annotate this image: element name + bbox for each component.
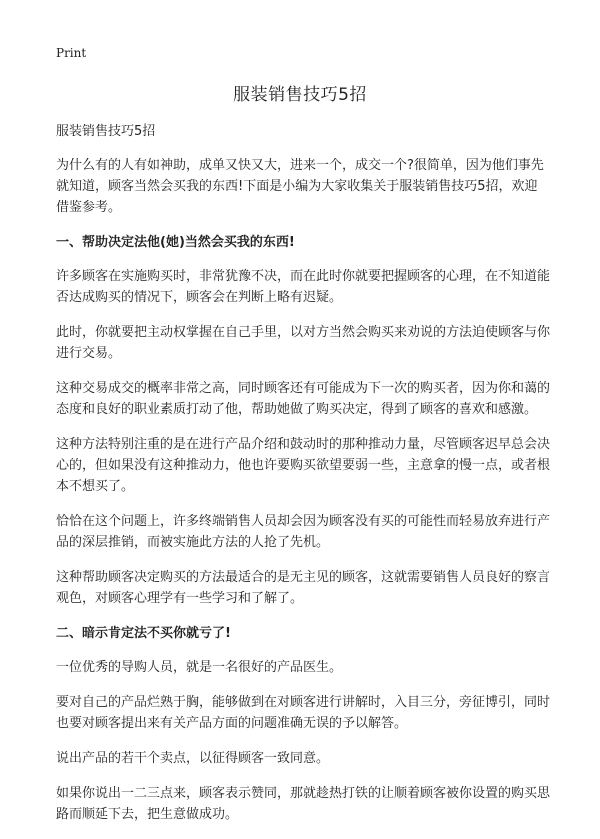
paragraph: 恰恰在这个问题上，许多终端销售人员却会因为顾客没有买的可能性而轻易放弃进行产品的深层推销，而被实施此方法的人抢了先机。: [56, 514, 551, 550]
article-body: [56, 121, 550, 839]
intro-paragraph: 为什么有的人有如神助，成单又快又大，进来一个，成交一个?很简单，因为他们事先就知道，顾客当然会买我的东西!下面是小编为大家收集关于服装销售技巧5招，欢迎借鉴参考。: [56, 158, 544, 215]
paragraph: 如果你说出一二三点来，顾客表示赞同，那就趁热打铁的让顺着顾客被你设置的购买思路而顺延下去，把生意做成功。: [56, 786, 551, 822]
paragraph: 这种交易成交的概率非常之高，同时顾客还有可能成为下一次的购买者，因为你和蔼的态度和良好的职业素质打动了他，帮助她做了购买决定，得到了顾客的喜欢和感激。: [56, 381, 551, 417]
paragraph: 此时，你就要把主动权掌握在自己手里，以对方当然会购买来劝说的方法迫使顾客与你进行交易。: [56, 325, 551, 361]
paragraph: 许多顾客在实施购买时，非常犹豫不决，而在此时你就要把握顾客的心理，在不知道能否达成购买的情况下，顾客会在判断上略有迟疑。: [56, 269, 551, 305]
paragraph: 这种帮助顾客决定购买的方法最适合的是无主见的顾客，这就需要销售人员良好的察言观色，对顾客心理学有一些学习和了解了。: [56, 570, 551, 606]
print-link[interactable]: Print: [56, 46, 87, 60]
paragraph: 说出产品的若干个卖点，以征得顾客一致同意。: [56, 751, 330, 766]
paragraph: 这种方法特别注重的是在进行产品介绍和鼓动时的那种推动力量，尽管顾客迟早总会决心的，但如果没有这种推动力，他也许要购买欲望要弱一些，主意拿的慢一点，或者根本不想买了。: [56, 437, 551, 494]
paragraph: 一位优秀的导购人员，就是一名很好的产品医生。: [56, 660, 343, 675]
section-1-heading: 一、帮助决定法他(她)当然会买我的东西!: [56, 235, 295, 250]
paragraph: 要对自己的产品烂熟于胸，能够做到在对顾客进行讲解时，入目三分，旁征博引，同时也要对顾客提出来有关产品方面的问题准确无误的予以解答。: [56, 695, 551, 731]
article-subtitle: 服装销售技巧5招: [56, 124, 156, 139]
page-title: 服装销售技巧5招: [233, 85, 367, 105]
section-2-heading: 二、暗示肯定法不买你就亏了!: [56, 626, 231, 641]
